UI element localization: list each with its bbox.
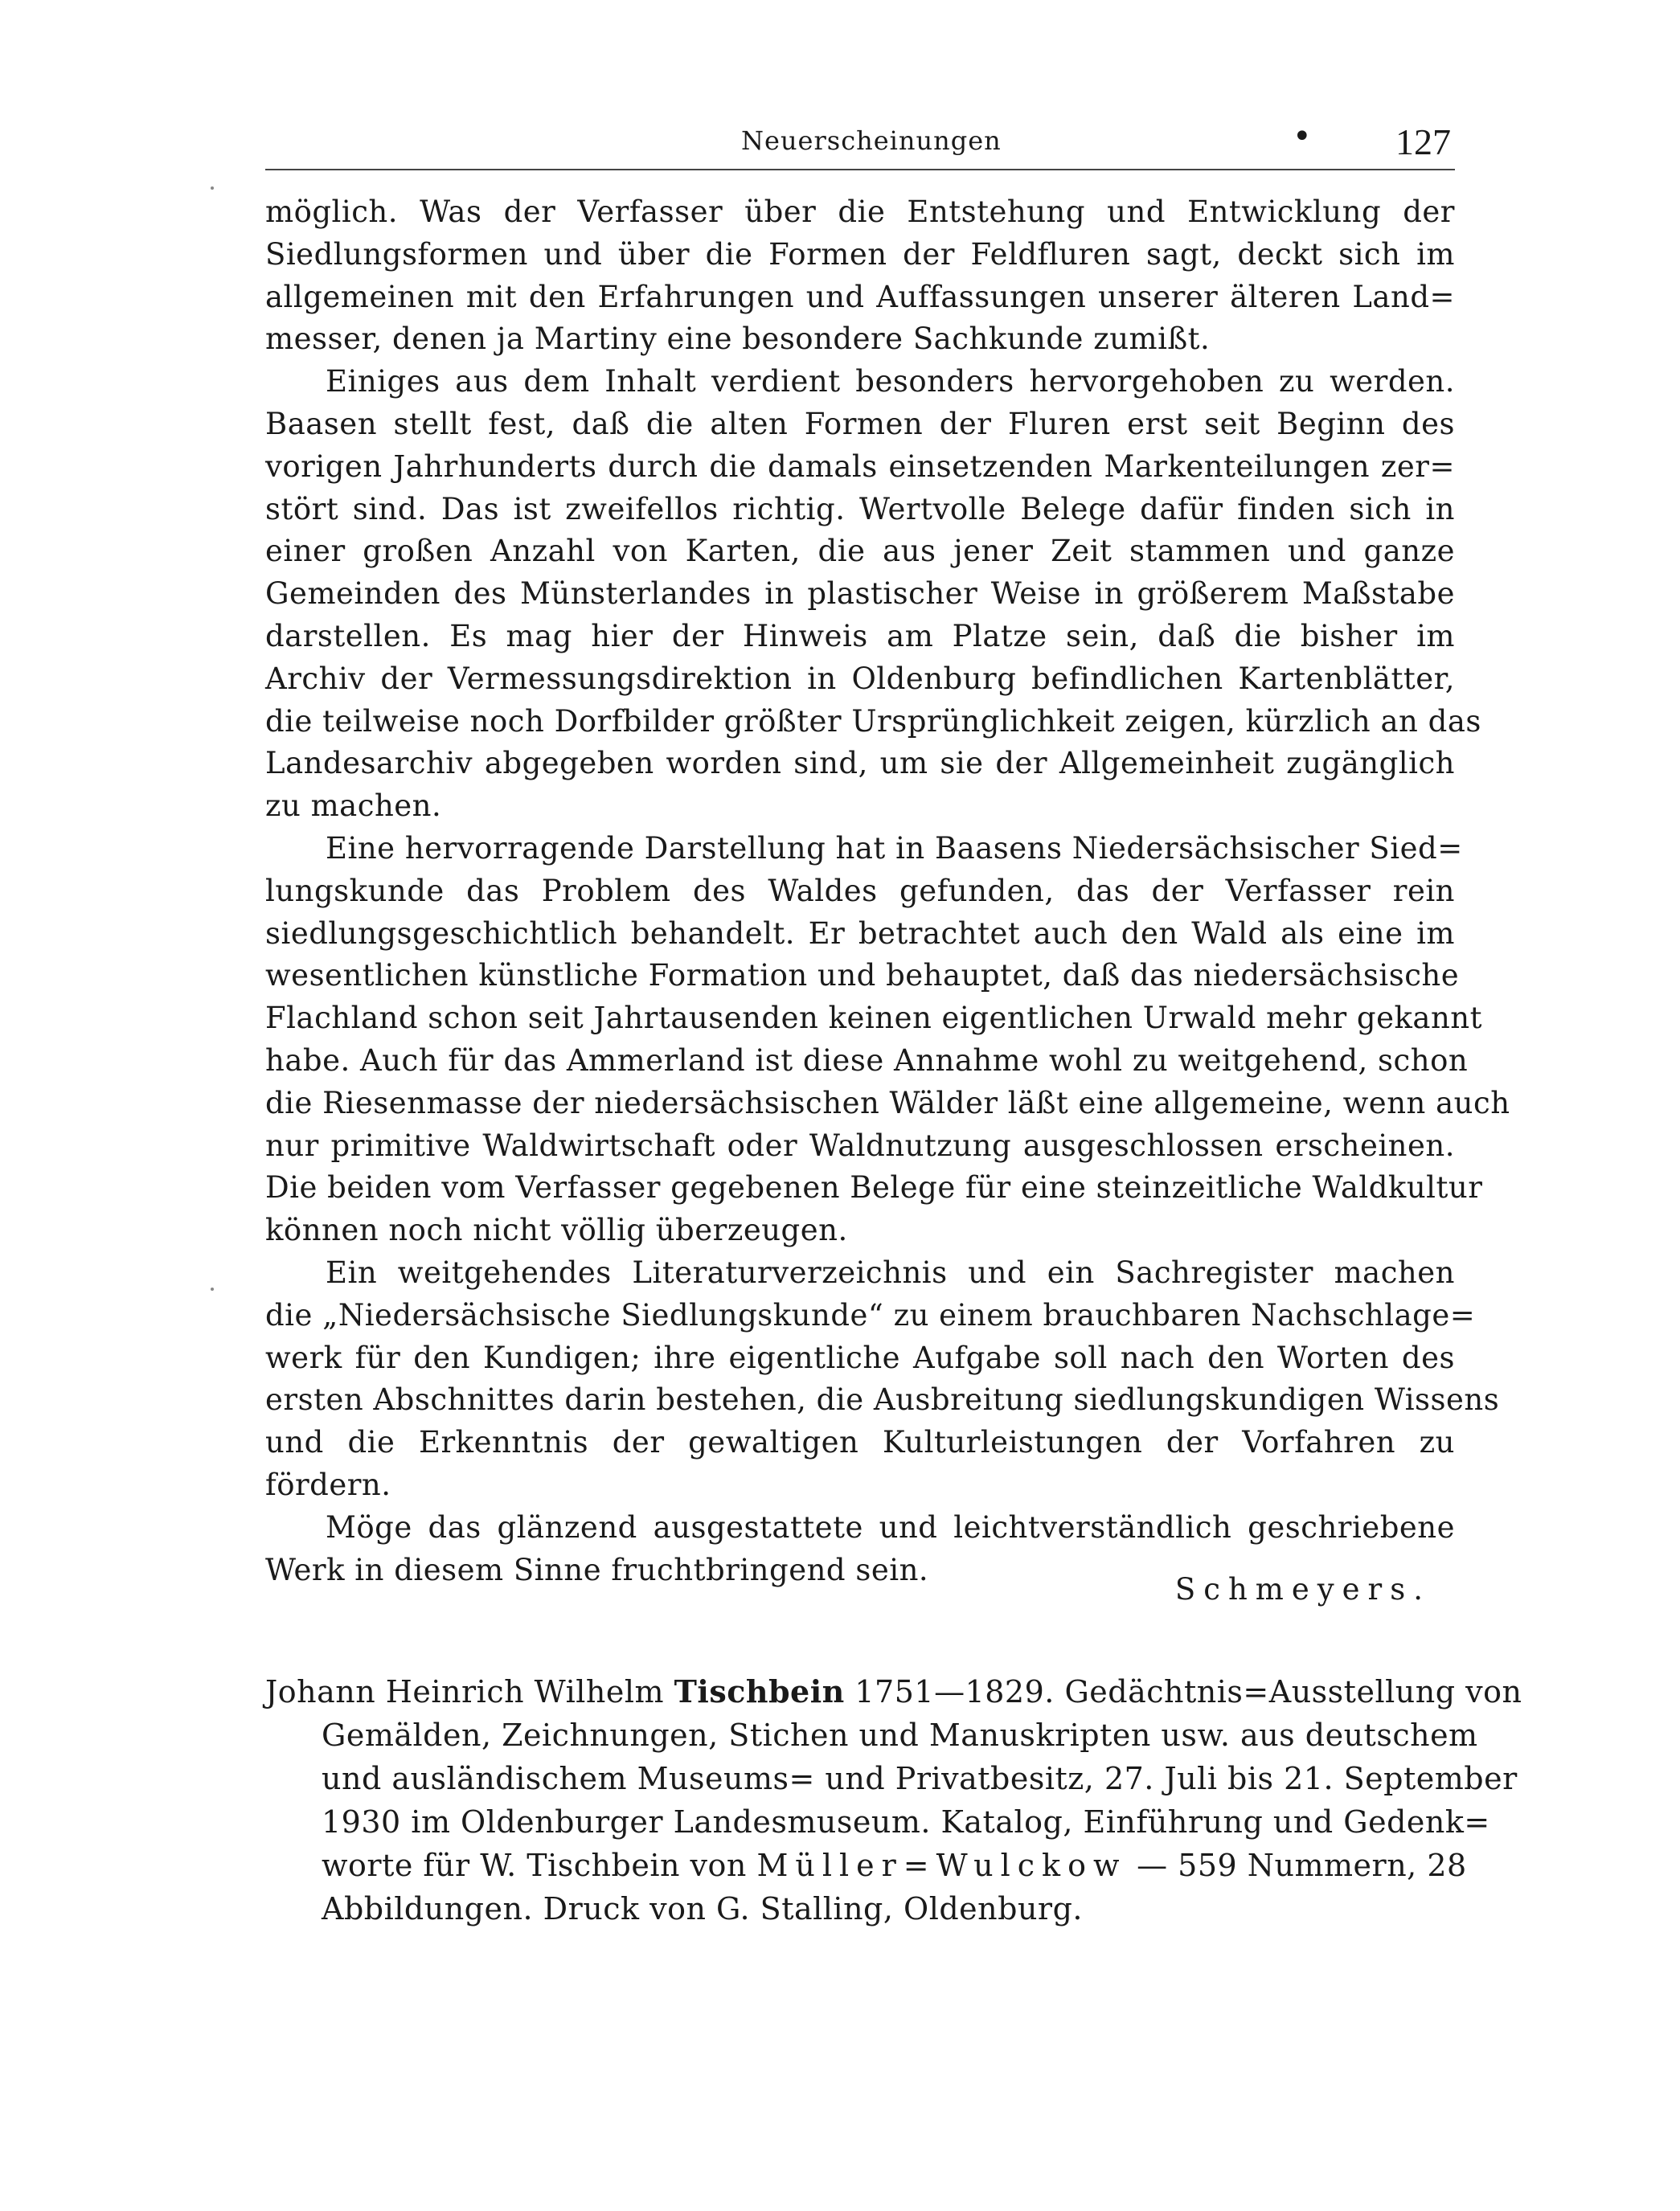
page-number: 127 — [1395, 121, 1451, 162]
text-line: Eine hervorragende Darstellung hat in Baasens Niedersächsischer Sied= — [326, 830, 1463, 866]
text-line: Archiv der Vermessungsdirektion in Oldenburg befindlichen Kartenblätter, — [265, 661, 1455, 696]
text-line: die teilweise noch Dorfbilder größter Ursprünglichkeit zeigen, kürzlich an das — [265, 703, 1481, 739]
entry-line — [265, 1670, 1522, 1714]
text-line: Gemeinden des Münsterlandes in plastischer Weise in größerem Maßstabe — [265, 576, 1455, 612]
text-line: Einiges aus dem Inhalt verdient besonders hervorgehoben zu werden. — [326, 364, 1455, 399]
text-line: fördern. — [265, 1467, 391, 1502]
text-line: möglich. Was der Verfasser über die Entstehung und Entwicklung der — [265, 194, 1455, 229]
text-line: darstellen. Es mag hier der Hinweis am Platze sein, daß die bisher im — [265, 618, 1455, 653]
text-line: allgemeinen mit den Erfahrungen und Auffassungen unserer älteren Land= — [265, 279, 1455, 314]
body-text — [265, 191, 1510, 1607]
entry-subject-name: Tischbein — [674, 1673, 845, 1709]
text-line: messer, denen ja Martiny eine besondere Sachkunde zumißt. — [265, 321, 1211, 357]
paragraph — [265, 1507, 1455, 1607]
text-line: Ein weitgehendes Literaturverzeichnis und ein Sachregister machen — [326, 1255, 1455, 1290]
text-line: Möge das glänzend ausgestattete und leichtverständlich geschriebene — [326, 1509, 1455, 1545]
text-line: lungskunde das Problem des Waldes gefunden, das der Verfasser rein — [265, 873, 1455, 908]
text-line: stört sind. Das ist zweifellos richtig. Wertvolle Belege dafür finden sich in — [265, 491, 1455, 526]
text-line: nur primitive Waldwirtschaft oder Waldnutzung ausgeschlossen erscheinen. — [265, 1128, 1455, 1163]
text-line: Baasen stellt fest, daß die alten Formen der Fluren erst seit Beginn des — [265, 406, 1455, 441]
page-header — [265, 118, 1455, 169]
text-line: einer großen Anzahl von Karten, die aus jener Zeit stammen und ganze — [265, 534, 1455, 569]
entry-line: und ausländischem Museums= und Privatbesitz, 27. Juli bis 21. September — [322, 1761, 1518, 1796]
entry-line: Gemälden, Zeichnungen, Stichen und Manuskripten usw. aus deutschem — [322, 1718, 1478, 1753]
text-line: siedlungsgeschichtlich behandelt. Er betrachtet auch den Wald als eine im — [265, 915, 1455, 951]
entry-line: Abbildungen. Druck von G. Stalling, Oldenburg. — [322, 1891, 1084, 1926]
text-line: ersten Abschnittes darin bestehen, die Ausbreitung siedlungskundigen Wissens — [265, 1382, 1500, 1418]
text-line: zu machen. — [265, 788, 442, 824]
text-line: Die beiden vom Verfasser gegebenen Belege für eine steinzeitliche Waldkultur — [265, 1170, 1483, 1206]
text-line: die Riesenmasse der niedersächsischen Wälder läßt eine allgemeine, wenn auch — [265, 1085, 1510, 1120]
text-line: die „Niedersächsische Siedlungskunde“ zu einem brauchbaren Nachschlage= — [265, 1297, 1476, 1333]
text-line: und die Erkenntnis der gewaltigen Kulturleistungen der Vorfahren zu — [265, 1425, 1455, 1460]
text-line: können noch nicht völlig überzeugen. — [265, 1213, 848, 1248]
paragraph — [265, 828, 1510, 1252]
entry-text: worte für W. Tischbein von — [322, 1848, 757, 1883]
entry-text: Johann Heinrich Wilhelm — [265, 1674, 674, 1709]
header-rule — [265, 169, 1455, 170]
text-line: Flachland schon seit Jahrtausenden keinen eigentlichen Urwald mehr gekannt — [265, 1001, 1483, 1036]
text-line: Landesarchiv abgegeben worden sind, um sie der Allgemeinheit zugänglich — [265, 746, 1455, 781]
entry-text: — 559 Nummern, 28 — [1126, 1848, 1467, 1883]
text-line: habe. Auch für das Ammerland ist diese Annahme wohl zu weitgehend, schon — [265, 1042, 1469, 1078]
entry-author-name: Müller=Wulckow — [756, 1848, 1127, 1883]
margin-speck — [211, 1288, 214, 1291]
paragraph — [265, 361, 1481, 828]
text-line: Siedlungsformen und über die Formen der Feldfluren sagt, deckt sich im — [265, 236, 1455, 272]
entry-line — [265, 1844, 1467, 1887]
text-line: vorigen Jahrhunderts durch die damals einsetzenden Markenteilungen zer= — [265, 448, 1455, 484]
closing-line-row — [265, 1550, 1455, 1607]
entry-text: 1751—1829. Gedächtnis=Ausstellung von — [844, 1674, 1522, 1709]
text-line: Werk in diesem Sinne fruchtbringend sein. — [265, 1552, 929, 1587]
text-line: werk für den Kundigen; ihre eigentliche Aufgabe soll nach den Worten des — [265, 1340, 1455, 1375]
text-line: wesentlichen künstliche Formation und behauptet, daß das niedersächsische — [265, 958, 1460, 993]
paragraph — [265, 191, 1455, 361]
margin-speck — [211, 186, 214, 190]
paragraph — [265, 1252, 1500, 1507]
author-signature: Schmeyers. — [1174, 1571, 1431, 1607]
entry-line: 1930 im Oldenburger Landesmuseum. Katalog, Einführung und Gedenk= — [322, 1804, 1490, 1840]
running-head: Neuerscheinungen — [741, 125, 1002, 156]
bibliographic-entry — [265, 1670, 1522, 1931]
header-dot: • — [1293, 118, 1312, 155]
